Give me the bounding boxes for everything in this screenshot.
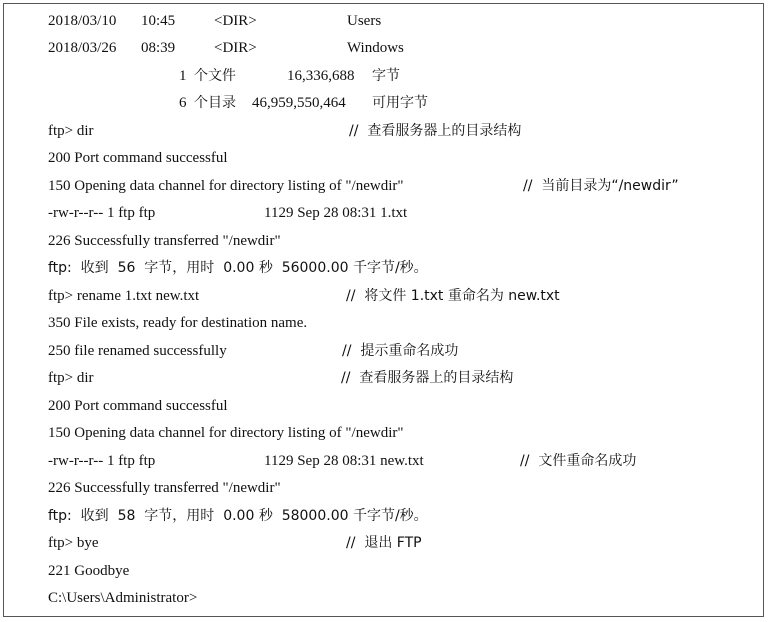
session-line: ftp> bye: [48, 535, 99, 551]
files-count: 1: [179, 68, 187, 84]
files-unit: 字节: [372, 68, 400, 84]
line-comment: // 查看服务器上的目录结构: [341, 370, 514, 386]
listing-time: 10:45: [141, 13, 176, 29]
session-line: 350 File exists, ready for destination name.: [48, 315, 308, 331]
listing-name: Windows: [347, 40, 404, 56]
line-comment: // 查看服务器上的目录结构: [349, 123, 522, 139]
dirs-unit: 可用字节: [372, 95, 428, 111]
transfer-stats: ftp: 收到 56 字节，用时 0.00 秒 56000.00 千字节/秒。: [48, 260, 428, 276]
listing-date: 2018/03/26: [48, 40, 117, 56]
listing-type: <DIR>: [214, 40, 257, 56]
dirs-label: 个目录: [194, 95, 236, 111]
listing-type: <DIR>: [214, 13, 257, 29]
session-line: 221 Goodbye: [48, 563, 130, 579]
line-comment: // 将文件 1.txt 重命名为 new.txt: [346, 288, 560, 304]
dirs-count: 6: [179, 95, 187, 111]
listing-name: Users: [347, 13, 382, 29]
line-comment: // 提示重命名成功: [342, 343, 459, 359]
listing-date: 2018/03/10: [48, 13, 117, 29]
line-comment: // 文件重命名成功: [520, 453, 637, 469]
line-comment: // 退出 FTP: [346, 535, 422, 551]
listing-time: 08:39: [141, 40, 176, 56]
session-line: 150 Opening data channel for directory listing of "/newdir": [48, 425, 404, 441]
session-line: ftp> rename 1.txt new.txt: [48, 288, 200, 304]
file-entry: 1129 Sep 28 08:31 1.txt: [264, 205, 408, 221]
transfer-stats: ftp: 收到 58 字节，用时 0.00 秒 58000.00 千字节/秒。: [48, 508, 428, 524]
session-line: ftp> dir: [48, 370, 94, 386]
session-line: 226 Successfully transferred "/newdir": [48, 233, 281, 249]
session-line: ftp> dir: [48, 123, 94, 139]
session-line: 200 Port command successful: [48, 398, 228, 414]
files-size: 16,336,688: [287, 68, 355, 84]
file-entry: 1129 Sep 28 08:31 new.txt: [264, 453, 424, 469]
session-line: 226 Successfully transferred "/newdir": [48, 480, 281, 496]
session-line: 200 Port command successful: [48, 150, 228, 166]
session-line: -rw-r--r-- 1 ftp ftp: [48, 205, 156, 221]
files-label: 个文件: [194, 68, 236, 84]
session-line: 250 file renamed successfully: [48, 343, 227, 359]
session-line: 150 Opening data channel for directory listing of "/newdir": [48, 178, 404, 194]
session-line: -rw-r--r-- 1 ftp ftp: [48, 453, 156, 469]
dirs-size: 46,959,550,464: [252, 95, 346, 111]
command-prompt: C:\Users\Administrator>: [48, 590, 198, 606]
line-comment: // 当前目录为“/newdir”: [523, 178, 679, 194]
terminal-transcript-box: [3, 3, 764, 617]
